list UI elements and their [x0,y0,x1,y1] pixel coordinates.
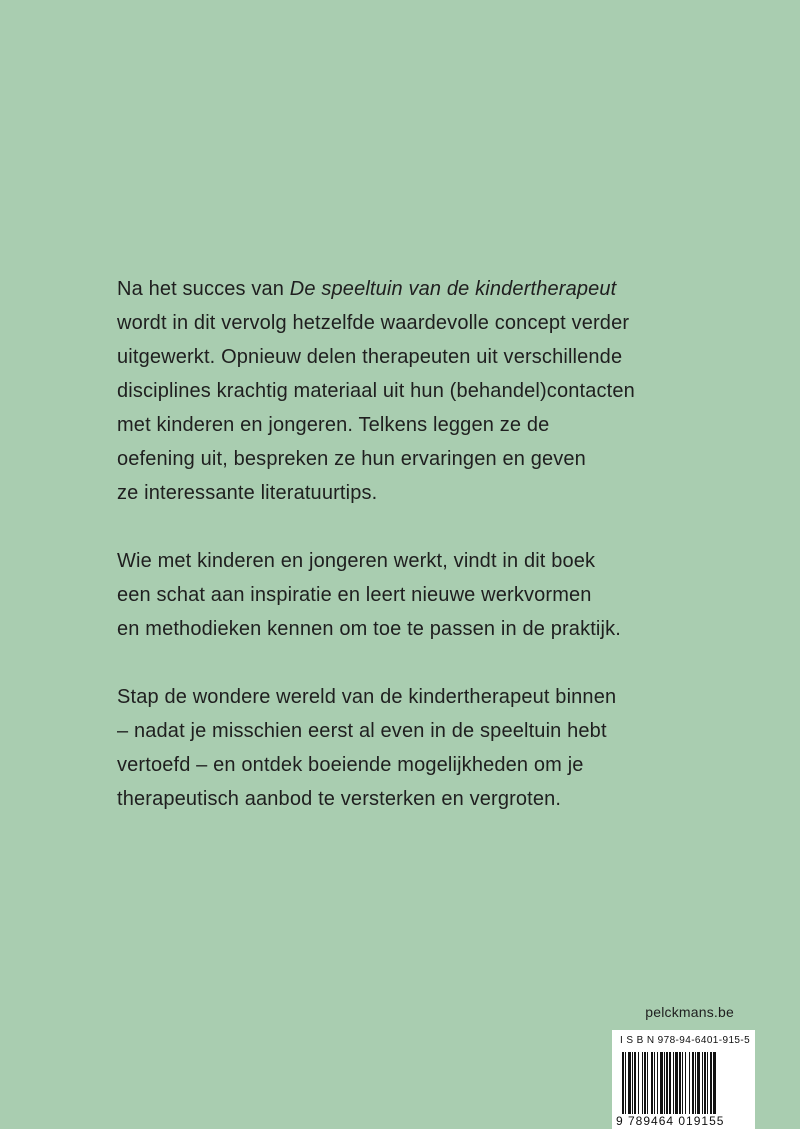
barcode-stripe [673,1052,674,1114]
publisher-website: pelckmans.be [645,1004,734,1020]
barcode-stripe [692,1052,694,1114]
blurb-paragraph-2 [117,544,717,646]
barcode-stripe [651,1052,653,1114]
blurb-line: vertoefd – en ontdek boeiende mogelijkheden om je [117,754,584,776]
barcode-stripe [679,1052,681,1114]
barcode-bars [620,1052,749,1114]
blurb-text [117,272,717,850]
barcode-stripe [689,1052,690,1114]
barcode-stripe [642,1052,643,1114]
blurb-line: ze interessante literatuurtips. [117,482,378,504]
barcode-stripe [713,1052,716,1114]
barcode-stripe [657,1052,658,1114]
barcode-stripe [710,1052,712,1114]
book-title-italic: De speeltuin van de kindertherapeut [289,278,617,300]
barcode-stripe [660,1052,663,1114]
barcode-stripe [634,1052,636,1114]
blurb-line: Stap de wondere wereld van de kindertherapeut binnen [117,686,617,708]
barcode-stripe [644,1052,646,1114]
blurb-line: – nadat je misschien eerst al even in de speeltuin hebt [117,720,607,742]
barcode-stripe [664,1052,665,1114]
barcode-stripe [669,1052,671,1114]
barcode-stripe [695,1052,696,1114]
isbn-barcode [612,1030,755,1129]
blurb-paragraph-3 [117,680,717,816]
barcode-stripe [704,1052,706,1114]
barcode-stripe [697,1052,700,1114]
blurb-line-lead: Na het succes van [117,278,290,300]
barcode-stripe [666,1052,668,1114]
blurb-line: disciplines krachtig materiaal uit hun (behandel)contacten [117,380,635,402]
barcode-stripe [685,1052,686,1114]
blurb-line: en methodieken kennen om toe te passen in de praktijk. [117,618,621,640]
barcode-stripe [654,1052,655,1114]
barcode-stripe [647,1052,648,1114]
barcode-stripe [702,1052,703,1114]
blurb-line: wordt in dit vervolg hetzelfde waardevolle concept verder [117,312,630,334]
barcode-stripe [625,1052,626,1114]
blurb-line [117,272,717,306]
barcode-stripe [682,1052,683,1114]
blurb-paragraph-1 [117,272,717,510]
blurb-line: therapeutisch aanbod te versterken en vergroten. [117,788,562,810]
isbn-label: I S B N 978-94-6401-915-5 [620,1035,751,1046]
blurb-line: met kinderen en jongeren. Telkens leggen ze de [117,414,550,436]
blurb-line: oefening uit, bespreken ze hun ervaringen en geven [117,448,586,470]
barcode-stripe [622,1052,624,1114]
barcode-stripe [675,1052,678,1114]
blurb-line: Wie met kinderen en jongeren werkt, vindt in dit boek [117,550,596,572]
barcode-stripe [628,1052,631,1114]
barcode-stripe [632,1052,633,1114]
blurb-line: een schat aan inspiratie en leert nieuwe werkvormen [117,584,592,606]
barcode-stripe [638,1052,639,1114]
barcode-digits: 9 789464 019155 [616,1114,725,1128]
blurb-line: uitgewerkt. Opnieuw delen therapeuten uit verschillende [117,346,623,368]
barcode-stripe [707,1052,708,1114]
